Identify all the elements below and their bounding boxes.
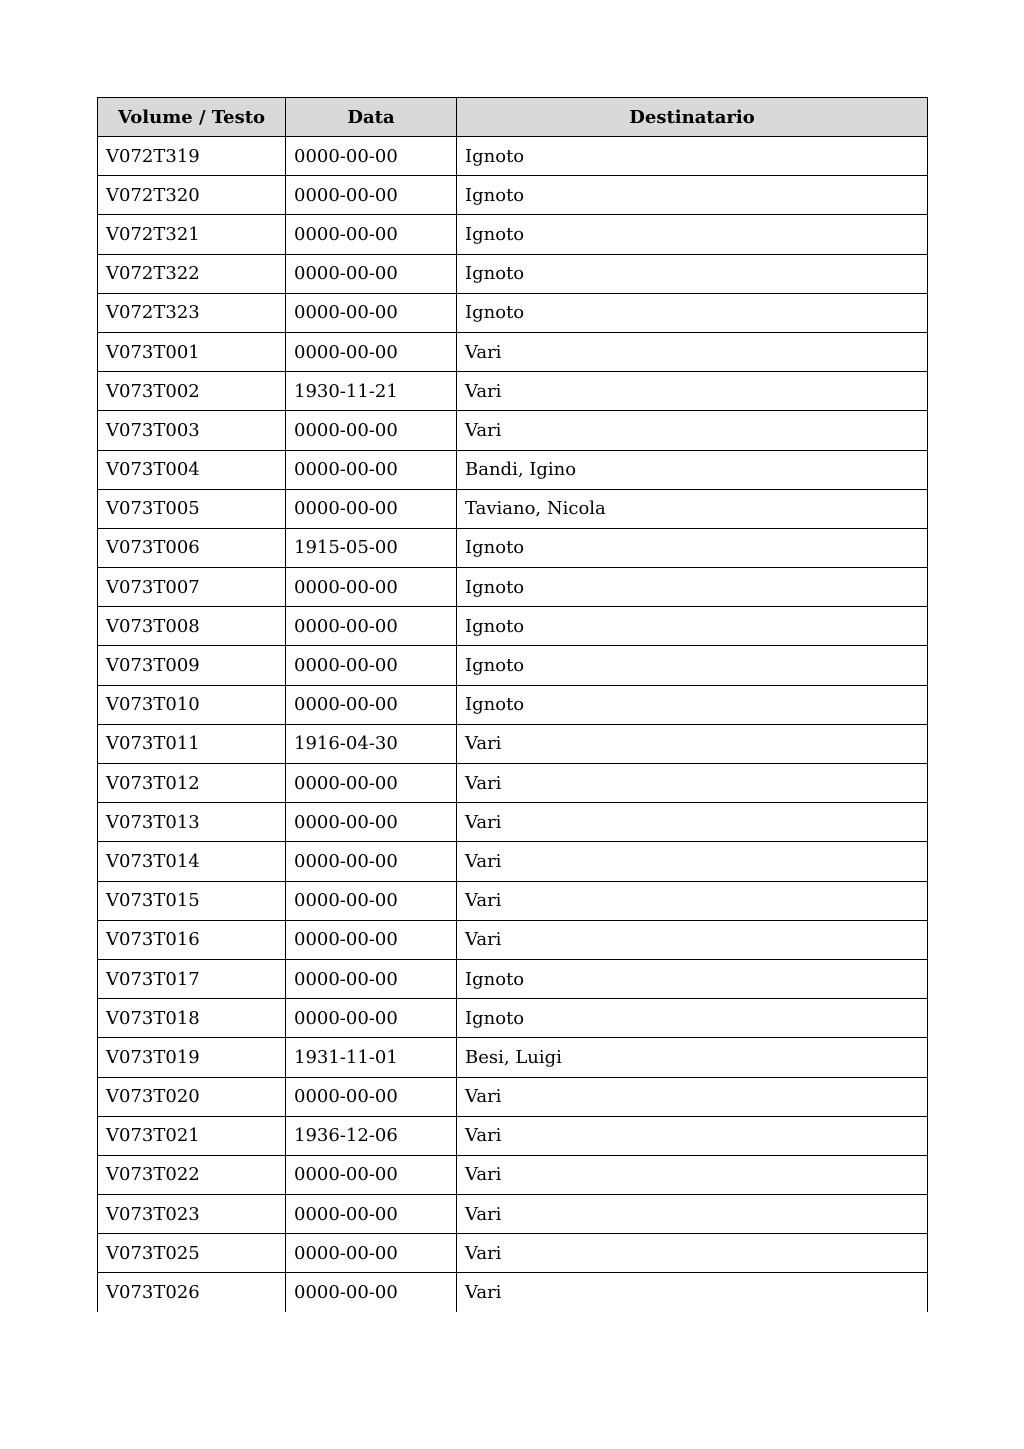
cell-data: 1936-12-06 [286,1116,457,1155]
table-row [98,803,928,842]
cell-destinatario: Ignoto [457,254,928,293]
cell-volume-testo: V073T008 [98,607,286,646]
cell-destinatario: Vari [457,1195,928,1234]
cell-volume-testo: V073T025 [98,1234,286,1273]
table-row [98,1116,928,1155]
table-row [98,137,928,176]
table-row [98,528,928,567]
cell-destinatario: Vari [457,1077,928,1116]
cell-data: 0000-00-00 [286,881,457,920]
cell-data: 0000-00-00 [286,568,457,607]
cell-data: 1930-11-21 [286,372,457,411]
cell-data: 1931-11-01 [286,1038,457,1077]
cell-data: 0000-00-00 [286,1195,457,1234]
cell-data: 0000-00-00 [286,1234,457,1273]
table-row [98,176,928,215]
cell-data: 0000-00-00 [286,254,457,293]
cell-data: 0000-00-00 [286,176,457,215]
header-row [98,98,928,137]
cell-destinatario: Besi, Luigi [457,1038,928,1077]
cell-volume-testo: V072T321 [98,215,286,254]
cell-destinatario: Vari [457,881,928,920]
table-row [98,215,928,254]
cell-destinatario: Vari [457,842,928,881]
cell-volume-testo: V073T021 [98,1116,286,1155]
cell-volume-testo: V073T012 [98,764,286,803]
cell-destinatario: Vari [457,1116,928,1155]
cell-destinatario: Vari [457,411,928,450]
cell-volume-testo: V073T002 [98,372,286,411]
cell-volume-testo: V073T017 [98,959,286,998]
cell-volume-testo: V073T001 [98,332,286,371]
cell-destinatario: Vari [457,1273,928,1312]
cell-destinatario: Vari [457,764,928,803]
cell-destinatario: Ignoto [457,215,928,254]
cell-data: 0000-00-00 [286,842,457,881]
cell-destinatario: Ignoto [457,959,928,998]
cell-data: 0000-00-00 [286,607,457,646]
cell-data: 0000-00-00 [286,332,457,371]
cell-data: 0000-00-00 [286,803,457,842]
cell-data: 0000-00-00 [286,1077,457,1116]
cell-data: 0000-00-00 [286,685,457,724]
header-volume-testo: Volume / Testo [98,98,286,137]
cell-destinatario: Vari [457,920,928,959]
table-row [98,411,928,450]
cell-data: 0000-00-00 [286,1155,457,1194]
table-row [98,1038,928,1077]
cell-volume-testo: V073T005 [98,489,286,528]
table-row [98,881,928,920]
cell-data: 0000-00-00 [286,411,457,450]
cell-data: 0000-00-00 [286,450,457,489]
table-row [98,842,928,881]
table-row [98,724,928,763]
table-row [98,1077,928,1116]
cell-destinatario: Bandi, Igino [457,450,928,489]
table-row [98,450,928,489]
cell-volume-testo: V072T320 [98,176,286,215]
cell-volume-testo: V073T010 [98,685,286,724]
cell-volume-testo: V073T013 [98,803,286,842]
header-data: Data [286,98,457,137]
table-row [98,1273,928,1312]
cell-destinatario: Vari [457,1155,928,1194]
table-row [98,1195,928,1234]
cell-destinatario: Vari [457,803,928,842]
cell-data: 0000-00-00 [286,293,457,332]
cell-volume-testo: V073T020 [98,1077,286,1116]
cell-volume-testo: V073T006 [98,528,286,567]
cell-volume-testo: V073T023 [98,1195,286,1234]
table-row [98,372,928,411]
cell-data: 0000-00-00 [286,137,457,176]
cell-data: 0000-00-00 [286,959,457,998]
cell-destinatario: Vari [457,724,928,763]
table-row [98,568,928,607]
table-row [98,764,928,803]
cell-destinatario: Ignoto [457,646,928,685]
cell-destinatario: Ignoto [457,999,928,1038]
table-body [98,137,928,1313]
cell-volume-testo: V072T323 [98,293,286,332]
cell-data: 0000-00-00 [286,646,457,685]
table-row [98,607,928,646]
cell-data: 0000-00-00 [286,920,457,959]
cell-volume-testo: V072T322 [98,254,286,293]
cell-destinatario: Ignoto [457,685,928,724]
cell-volume-testo: V073T004 [98,450,286,489]
cell-data: 0000-00-00 [286,764,457,803]
cell-destinatario: Ignoto [457,607,928,646]
cell-destinatario: Ignoto [457,137,928,176]
cell-destinatario: Vari [457,372,928,411]
cell-volume-testo: V073T015 [98,881,286,920]
table-row [98,332,928,371]
table-row [98,254,928,293]
cell-volume-testo: V073T011 [98,724,286,763]
table-row [98,959,928,998]
cell-destinatario: Ignoto [457,568,928,607]
cell-data: 0000-00-00 [286,489,457,528]
cell-destinatario: Vari [457,332,928,371]
cell-volume-testo: V073T016 [98,920,286,959]
table-row [98,293,928,332]
cell-volume-testo: V073T003 [98,411,286,450]
table-row [98,646,928,685]
table-row [98,1155,928,1194]
cell-volume-testo: V073T014 [98,842,286,881]
cell-destinatario: Vari [457,1234,928,1273]
cell-volume-testo: V073T018 [98,999,286,1038]
cell-volume-testo: V073T022 [98,1155,286,1194]
letters-table [97,97,928,1312]
cell-data: 1915-05-00 [286,528,457,567]
cell-destinatario: Taviano, Nicola [457,489,928,528]
header-destinatario: Destinatario [457,98,928,137]
table-header [98,98,928,137]
table-row [98,1234,928,1273]
cell-volume-testo: V073T019 [98,1038,286,1077]
table-row [98,685,928,724]
cell-data: 1916-04-30 [286,724,457,763]
cell-data: 0000-00-00 [286,999,457,1038]
cell-destinatario: Ignoto [457,293,928,332]
cell-volume-testo: V073T007 [98,568,286,607]
cell-volume-testo: V072T319 [98,137,286,176]
cell-data: 0000-00-00 [286,215,457,254]
cell-volume-testo: V073T026 [98,1273,286,1312]
table-row [98,920,928,959]
cell-destinatario: Ignoto [457,176,928,215]
cell-volume-testo: V073T009 [98,646,286,685]
cell-data: 0000-00-00 [286,1273,457,1312]
cell-destinatario: Ignoto [457,528,928,567]
table-row [98,999,928,1038]
table-row [98,489,928,528]
